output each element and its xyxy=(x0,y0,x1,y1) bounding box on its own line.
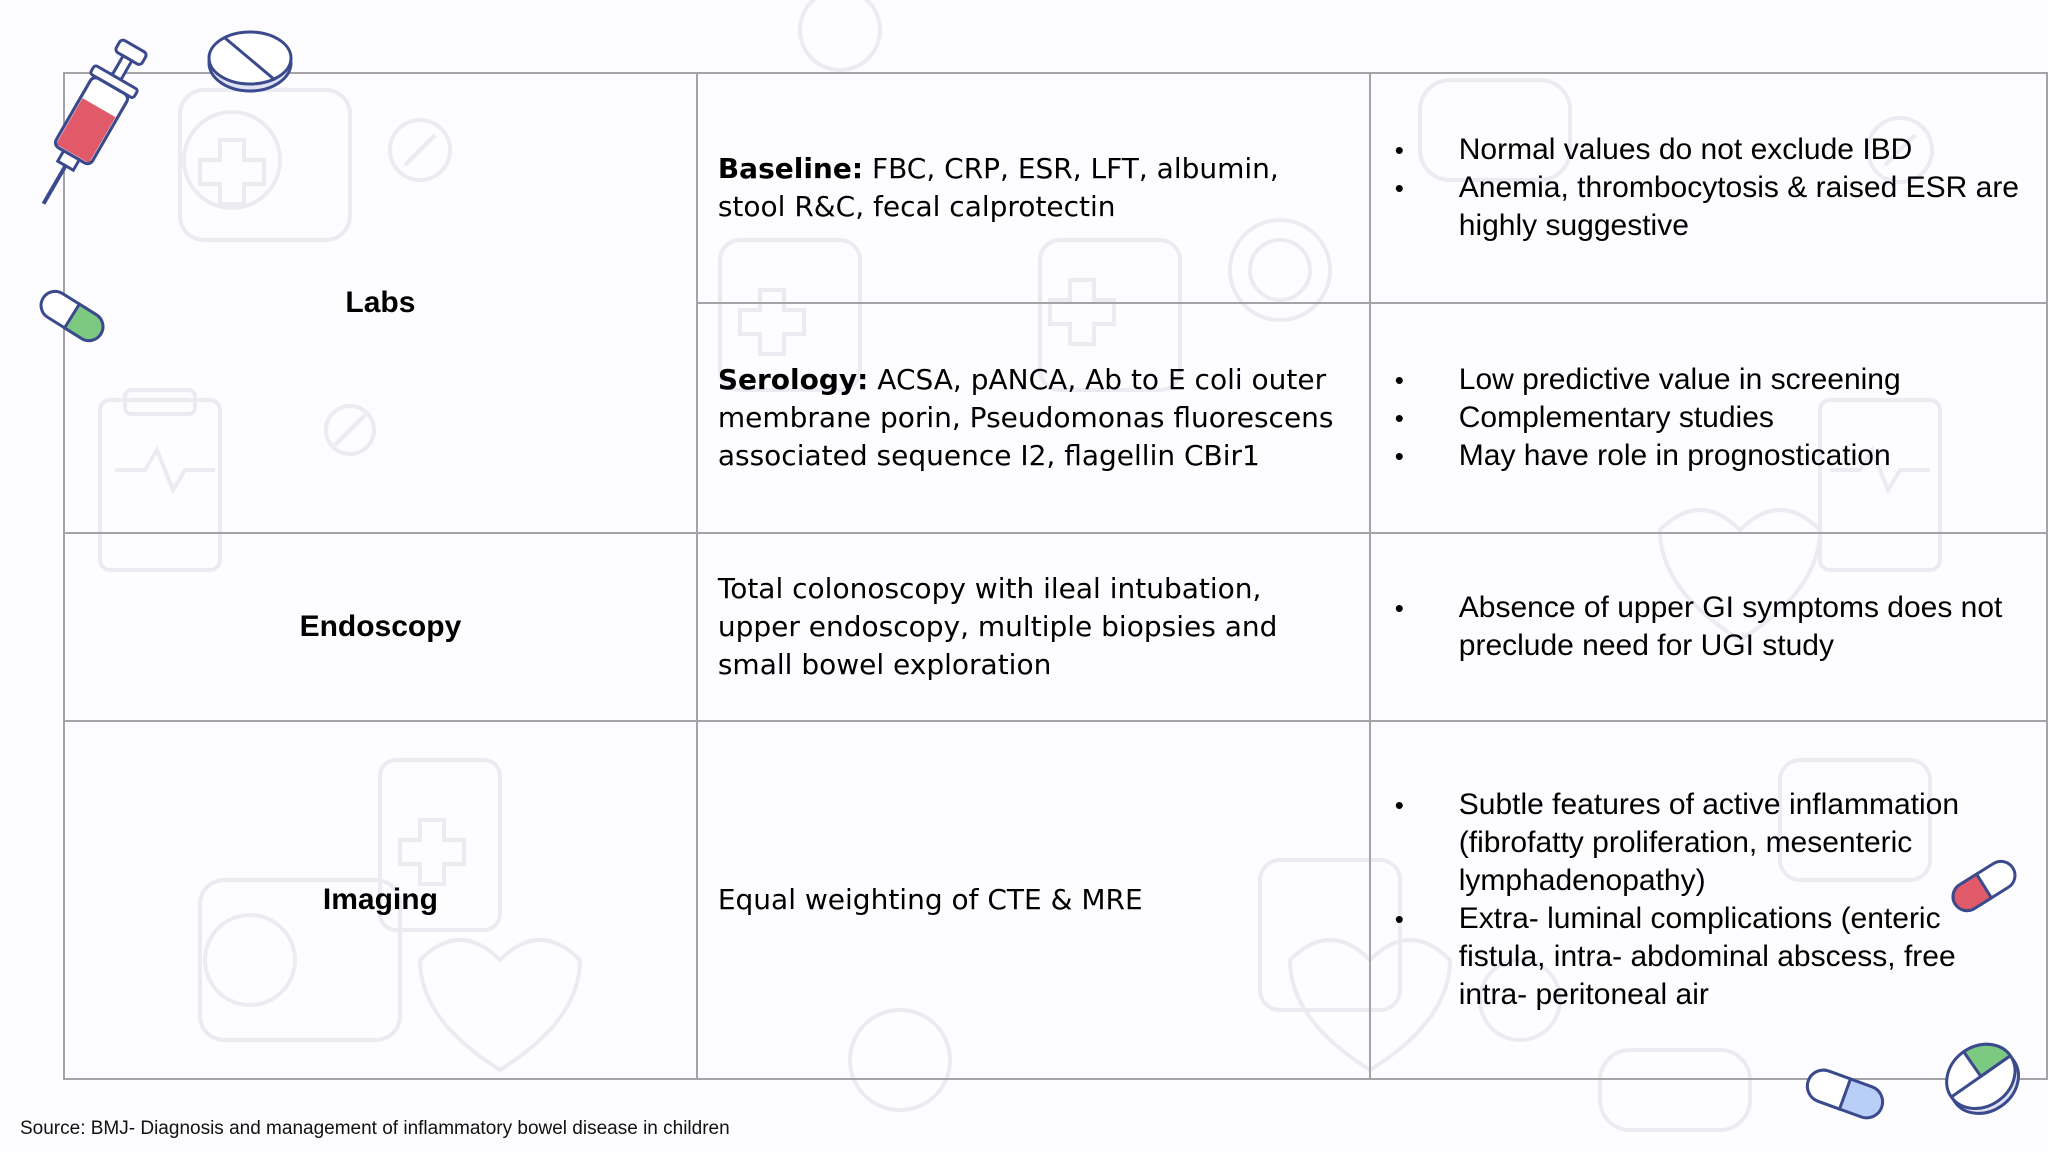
tablet-icon xyxy=(205,30,295,96)
category-labs: Labs xyxy=(64,73,697,533)
list-item: • Absence of upper GI symptoms does not preclude need for UGI study xyxy=(1395,589,2026,665)
table-row-labs-baseline xyxy=(64,73,2047,303)
capsule-icon xyxy=(34,288,110,344)
serology-label: Serology: xyxy=(717,363,869,396)
category-endoscopy: Endoscopy xyxy=(64,533,697,721)
capsule-icon xyxy=(1946,858,2022,914)
list-item: • Complementary studies xyxy=(1395,399,2026,437)
source-citation: Source: BMJ- Diagnosis and management of inflammatory bowel disease in children xyxy=(20,1118,730,1139)
baseline-label: Baseline: xyxy=(717,152,864,185)
category-imaging: Imaging xyxy=(64,721,697,1079)
capsule-icon xyxy=(1802,1064,1888,1124)
table-row-endoscopy xyxy=(64,533,2047,721)
notes-endoscopy xyxy=(1370,533,2047,721)
list-item: • May have role in prognostication xyxy=(1395,437,2026,475)
list-item: • Normal values do not exclude IBD xyxy=(1395,131,2026,169)
notes-serology xyxy=(1370,303,2047,533)
notes-baseline xyxy=(1370,73,2047,303)
detail-serology xyxy=(697,303,1370,533)
list-item: • Extra- luminal complications (enteric fistula, intra- abdominal abscess, free intra- peritoneal air xyxy=(1395,900,2026,1014)
detail-imaging: Equal weighting of CTE & MRE xyxy=(697,721,1370,1079)
serology-text: ACSA, pANCA, Ab to E coli outer membrane porin, Pseudomonas fluorescens associated sequence I2, flagellin CBir1 xyxy=(717,363,1334,472)
table-row-imaging xyxy=(64,721,2047,1079)
list-item: • Low predictive value in screening xyxy=(1395,361,2026,399)
detail-endoscopy: Total colonoscopy with ileal intubation, upper endoscopy, multiple biopsies and small bowel exploration xyxy=(697,533,1370,721)
baseline-text: FBC, CRP, ESR, LFT, albumin, stool R&C, fecal calprotectin xyxy=(717,152,1279,223)
list-item: • Anemia, thrombocytosis & raised ESR are highly suggestive xyxy=(1395,169,2026,245)
tablet-icon xyxy=(1940,1036,2024,1120)
detail-baseline xyxy=(697,73,1370,303)
comparison-table xyxy=(63,72,2048,1080)
syringe-icon xyxy=(24,30,154,220)
list-item: • Subtle features of active inflammation (fibrofatty proliferation, mesenteric lymphadenopathy) xyxy=(1395,786,2026,900)
